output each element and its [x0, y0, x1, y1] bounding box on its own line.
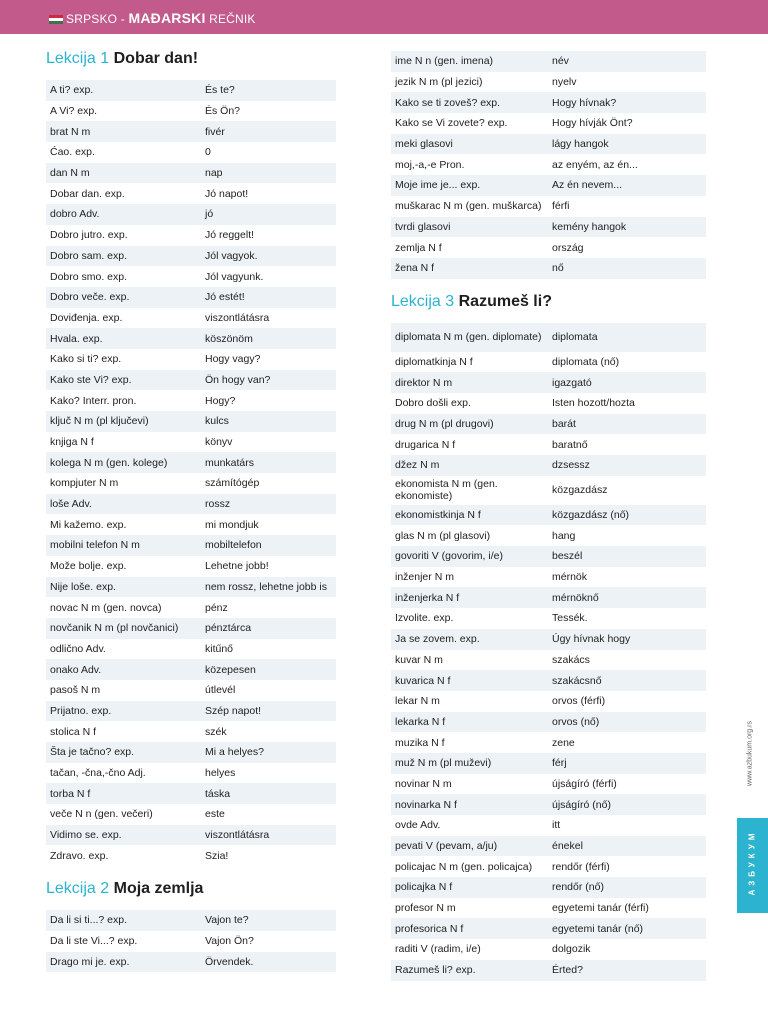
- serbian-term: brat N m: [50, 125, 91, 138]
- vocab-row: [391, 650, 706, 671]
- serbian-term: Kako se Vi zovete? exp.: [395, 117, 508, 130]
- hungarian-term: kulcs: [205, 415, 229, 428]
- hungarian-term: lágy hangok: [552, 138, 609, 151]
- hungarian-term: szakács: [552, 653, 590, 666]
- vocab-row: [46, 204, 336, 225]
- hungarian-term: este: [205, 808, 225, 821]
- hungarian-term: pénz: [205, 601, 228, 614]
- vocab-row: [46, 246, 336, 267]
- serbian-term: kolega N m (gen. kolege): [50, 456, 168, 469]
- serbian-term: policajac N m (gen. policajca): [395, 860, 533, 873]
- hungarian-term: diplomata (nő): [552, 355, 620, 368]
- hungarian-term: közepesen: [205, 663, 256, 676]
- vocab-row: [391, 113, 706, 134]
- vocab-row: [391, 608, 706, 629]
- vocab-row: [46, 225, 336, 246]
- hungarian-term: táska: [205, 787, 231, 800]
- hungarian-term: hang: [552, 529, 576, 542]
- hungarian-term: dzsessz: [552, 459, 590, 472]
- hungarian-term: útlevél: [205, 684, 236, 697]
- vocab-row: [46, 763, 336, 784]
- hungarian-term: férj: [552, 757, 567, 770]
- vocab-row: [46, 328, 336, 349]
- vocab-row: [46, 80, 336, 101]
- hungarian-term: barát: [552, 417, 576, 430]
- vocab-row: [46, 432, 336, 453]
- header-title: [66, 10, 256, 26]
- hungarian-term: Érted?: [552, 964, 583, 977]
- vocab-row: [391, 258, 706, 279]
- lesson-number: Lekcija 2: [46, 880, 110, 898]
- vocab-row: [391, 753, 706, 774]
- hungarian-term: mi mondjuk: [205, 518, 259, 531]
- vocab-row: [46, 287, 336, 308]
- vocab-row: [46, 514, 336, 535]
- vocab-list-lesson1: [46, 80, 336, 866]
- serbian-term: tačan, -čna,-čno Adj.: [50, 767, 146, 780]
- serbian-term: glas N m (pl glasovi): [395, 529, 491, 542]
- serbian-term: muzika N f: [395, 736, 445, 749]
- section-title-lesson1: [46, 46, 336, 80]
- vocab-row: [391, 960, 706, 981]
- vocab-row: [46, 783, 336, 804]
- hungarian-term: diplomata: [552, 331, 598, 344]
- vocab-row: [46, 473, 336, 494]
- vocab-list-lesson3: [391, 323, 706, 981]
- side-url: [740, 720, 754, 800]
- hungarian-term: nő: [552, 262, 564, 275]
- hungarian-term: orvos (nő): [552, 715, 600, 728]
- vocab-row: [46, 101, 336, 122]
- serbian-term: A Vi? exp.: [50, 105, 98, 118]
- hungarian-term: közgazdász: [552, 484, 608, 497]
- vocab-row: [46, 721, 336, 742]
- serbian-term: drug N m (pl drugovi): [395, 417, 494, 430]
- serbian-term: Moje ime je... exp.: [395, 179, 481, 192]
- serbian-term: inženjerka N f: [395, 591, 460, 604]
- serbian-term: Kako si ti? exp.: [50, 353, 122, 366]
- vocab-row: [391, 352, 706, 373]
- vocab-row: [391, 546, 706, 567]
- serbian-term: novinarka N f: [395, 798, 457, 811]
- side-brand-tab: [737, 818, 768, 913]
- vocab-row: [391, 877, 706, 898]
- serbian-term: dobro Adv.: [50, 208, 100, 221]
- hungarian-term: jó: [205, 208, 214, 221]
- vocab-row: [391, 918, 706, 939]
- hungarian-term: énekel: [552, 840, 583, 853]
- hungarian-term: viszontlátásra: [205, 829, 270, 842]
- vocab-row: [391, 372, 706, 393]
- serbian-term: govoriti V (govorim, i/e): [395, 550, 503, 563]
- hungarian-term: Vajon Ön?: [205, 935, 254, 948]
- serbian-term: ključ N m (pl ključevi): [50, 415, 149, 428]
- vocab-row: [391, 72, 706, 93]
- section-title-lesson2: [46, 876, 336, 910]
- hungarian-term: rendőr (férfi): [552, 860, 610, 873]
- hungarian-term: Hogy hívják Önt?: [552, 117, 633, 130]
- serbian-term: dan N m: [50, 167, 90, 180]
- hungarian-term: ország: [552, 241, 584, 254]
- vocab-row: [46, 618, 336, 639]
- serbian-term: Može bolje. exp.: [50, 560, 127, 573]
- vocab-row: [46, 639, 336, 660]
- vocab-row: [391, 670, 706, 691]
- vocab-row: [391, 939, 706, 960]
- vocab-row: [46, 701, 336, 722]
- vocab-row: [46, 390, 336, 411]
- hungarian-term: mérnöknő: [552, 591, 599, 604]
- serbian-term: Prijatno. exp.: [50, 704, 112, 717]
- serbian-term: žena N f: [395, 262, 435, 275]
- serbian-term: ovde Adv.: [395, 819, 441, 832]
- vocab-row: [391, 455, 706, 476]
- vocab-row: [46, 910, 336, 931]
- serbian-term: Dobro smo. exp.: [50, 270, 128, 283]
- hungarian-term: szék: [205, 725, 227, 738]
- hungarian-term: egyetemi tanár (férfi): [552, 902, 649, 915]
- vocab-row: [46, 494, 336, 515]
- hungarian-term: rossz: [205, 498, 231, 511]
- serbian-term: Vidimo se. exp.: [50, 829, 122, 842]
- serbian-term: Dobro jutro. exp.: [50, 229, 128, 242]
- hungarian-term: Jól vagyunk.: [205, 270, 264, 283]
- vocab-row: [391, 393, 706, 414]
- serbian-term: knjiga N f: [50, 436, 94, 449]
- hungarian-term: fivér: [205, 125, 225, 138]
- serbian-term: diplomata N m (gen. diplomate): [395, 331, 542, 344]
- hungarian-term: És te?: [205, 84, 235, 97]
- serbian-term: Izvolite. exp.: [395, 612, 454, 625]
- hungarian-term: Vajon te?: [205, 914, 249, 927]
- hungarian-term: Jól vagyok.: [205, 249, 258, 262]
- hungarian-term: dolgozik: [552, 943, 591, 956]
- hungarian-term: Szia!: [205, 849, 229, 862]
- vocab-row: [391, 476, 706, 505]
- vocab-row: [46, 142, 336, 163]
- vocab-row: [391, 92, 706, 113]
- lesson-name: Dobar dan!: [113, 50, 199, 67]
- hungarian-term: Jó estét!: [205, 291, 245, 304]
- hungarian-term: Mi a helyes?: [205, 746, 264, 759]
- hungarian-term: név: [552, 55, 569, 68]
- left-column: [46, 46, 336, 972]
- hungarian-term: könyv: [205, 436, 233, 449]
- serbian-term: Da li ste Vi...? exp.: [50, 935, 138, 948]
- lesson-number: Lekcija 3: [391, 292, 455, 310]
- hungarian-term: férfi: [552, 200, 570, 213]
- hungarian-term: köszönöm: [205, 332, 253, 345]
- header-dict: REČNIK: [209, 12, 256, 26]
- vocab-list-lesson2: [46, 910, 336, 972]
- hungarian-term: nap: [205, 167, 223, 180]
- serbian-term: mobilni telefon N m: [50, 539, 140, 552]
- serbian-term: Hvala. exp.: [50, 332, 103, 345]
- vocab-row: [46, 597, 336, 618]
- hungarian-term: Isten hozott/hozta: [552, 397, 635, 410]
- serbian-term: Zdravo. exp.: [50, 849, 109, 862]
- hungarian-term: És Ön?: [205, 105, 241, 118]
- vocab-row: [46, 680, 336, 701]
- vocab-row: [391, 217, 706, 238]
- serbian-term: Drago mi je. exp.: [50, 955, 130, 968]
- vocab-row: [46, 845, 336, 866]
- serbian-term: meki glasovi: [395, 138, 453, 151]
- serbian-term: lekarka N f: [395, 715, 446, 728]
- hungarian-term: zene: [552, 736, 575, 749]
- lesson-name: Moja zemlja: [113, 880, 204, 898]
- header-lang-from: SRPSKO -: [66, 12, 125, 26]
- hungarian-term: szakácsnő: [552, 674, 602, 687]
- serbian-term: kompjuter N m: [50, 477, 119, 490]
- serbian-term: Nije loše. exp.: [50, 580, 116, 593]
- vocab-row: [46, 556, 336, 577]
- vocab-row: [46, 452, 336, 473]
- vocab-row: [391, 175, 706, 196]
- hungarian-term: az enyém, az én...: [552, 158, 638, 171]
- serbian-term: zemlja N f: [395, 241, 442, 254]
- hungarian-term: mobiltelefon: [205, 539, 262, 552]
- serbian-term: moj,-a,-e Pron.: [395, 158, 465, 171]
- serbian-term: Kako se ti zoveš? exp.: [395, 96, 501, 109]
- hungarian-term: pénztárca: [205, 622, 252, 635]
- hungarian-term: orvos (férfi): [552, 695, 606, 708]
- vocab-row: [46, 742, 336, 763]
- page-header: [0, 0, 768, 34]
- hungarian-term: beszél: [552, 550, 583, 563]
- vocab-row: [391, 898, 706, 919]
- hungarian-term: újságíró (férfi): [552, 777, 617, 790]
- serbian-term: profesor N m: [395, 902, 456, 915]
- vocab-row: [46, 183, 336, 204]
- hungarian-term: Ön hogy van?: [205, 373, 271, 386]
- hungarian-term: újságíró (nő): [552, 798, 611, 811]
- vocab-row: [46, 825, 336, 846]
- lesson-name: Razumeš li?: [458, 292, 552, 310]
- serbian-term: Šta je tačno? exp.: [50, 746, 135, 759]
- hungarian-term: Az én nevem...: [552, 179, 623, 192]
- vocab-row: [391, 525, 706, 546]
- serbian-term: Dobar dan. exp.: [50, 187, 125, 200]
- vocab-row: [391, 567, 706, 588]
- vocab-row: [46, 266, 336, 287]
- serbian-term: diplomatkinja N f: [395, 355, 473, 368]
- hungarian-term: munkatárs: [205, 456, 255, 469]
- vocab-row: [391, 237, 706, 258]
- serbian-term: Dobro veče. exp.: [50, 291, 130, 304]
- hungarian-term: nyelv: [552, 76, 577, 89]
- vocab-row: [46, 577, 336, 598]
- hungarian-term: egyetemi tanár (nő): [552, 922, 644, 935]
- vocab-row: [391, 691, 706, 712]
- serbian-term: loše Adv.: [50, 498, 92, 511]
- hungarian-term: Jó napot!: [205, 187, 249, 200]
- hungarian-term: Örvendek.: [205, 955, 254, 968]
- hungarian-term: baratnő: [552, 438, 588, 451]
- hungarian-term: Tessék.: [552, 612, 588, 625]
- vocab-row: [46, 931, 336, 952]
- vocab-row: [391, 196, 706, 217]
- serbian-term: policajka N f: [395, 881, 453, 894]
- vocab-row: [391, 815, 706, 836]
- serbian-term: lekar N m: [395, 695, 440, 708]
- section-title-lesson3: [391, 289, 706, 323]
- vocab-row: [46, 659, 336, 680]
- serbian-term: torba N f: [50, 787, 91, 800]
- serbian-term: Ćao. exp.: [50, 146, 95, 159]
- serbian-term: Kako ste Vi? exp.: [50, 373, 132, 386]
- vocab-row: [391, 712, 706, 733]
- serbian-term: Kako? Interr. pron.: [50, 394, 137, 407]
- vocab-row: [46, 535, 336, 556]
- vocab-row: [391, 414, 706, 435]
- serbian-term: ime N n (gen. imena): [395, 55, 494, 68]
- vocab-row: [46, 411, 336, 432]
- serbian-term: novac N m (gen. novca): [50, 601, 162, 614]
- serbian-term: muž N m (pl muževi): [395, 757, 492, 770]
- serbian-term: direktor N m: [395, 376, 453, 389]
- vocab-row: [46, 349, 336, 370]
- serbian-term: tvrdi glasovi: [395, 220, 451, 233]
- right-column: [391, 51, 706, 981]
- hungarian-term: helyes: [205, 767, 236, 780]
- vocab-row: [391, 154, 706, 175]
- hungarian-term: kemény hangok: [552, 220, 627, 233]
- hungarian-term: viszontlátásra: [205, 311, 270, 324]
- hungary-flag-icon: [49, 15, 63, 24]
- serbian-term: stolica N f: [50, 725, 97, 738]
- serbian-term: Ja se zovem. exp.: [395, 633, 480, 646]
- serbian-term: A ti? exp.: [50, 84, 94, 97]
- hungarian-term: Úgy hívnak hogy: [552, 633, 631, 646]
- vocab-row: [391, 732, 706, 753]
- vocab-row: [391, 836, 706, 857]
- hungarian-term: Hogy vagy?: [205, 353, 261, 366]
- serbian-term: novčanik N m (pl novčanici): [50, 622, 179, 635]
- hungarian-term: nem rossz, lehetne jobb is: [205, 580, 327, 593]
- serbian-term: ekonomistkinja N f: [395, 509, 481, 522]
- serbian-term: Da li si ti...? exp.: [50, 914, 128, 927]
- serbian-term: muškarac N m (gen. muškarca): [395, 200, 542, 213]
- vocab-row: [391, 794, 706, 815]
- serbian-term: ekonomista N m (gen. ekonomiste): [395, 478, 498, 503]
- hungarian-term: 0: [205, 146, 211, 159]
- vocab-row: [46, 121, 336, 142]
- vocab-row: [46, 370, 336, 391]
- lesson-number: Lekcija 1: [46, 50, 110, 67]
- serbian-term: Doviđenja. exp.: [50, 311, 123, 324]
- hungarian-term: kitűnő: [205, 642, 234, 655]
- vocab-list-lesson2-continued: [391, 51, 706, 279]
- serbian-term: pevati V (pevam, a/ju): [395, 840, 498, 853]
- serbian-term: inženjer N m: [395, 571, 454, 584]
- hungarian-term: itt: [552, 819, 561, 832]
- serbian-term: Dobro sam. exp.: [50, 249, 128, 262]
- serbian-term: novinar N m: [395, 777, 452, 790]
- vocab-row: [391, 629, 706, 650]
- vocab-row: [391, 434, 706, 455]
- serbian-term: onako Adv.: [50, 663, 102, 676]
- serbian-term: Dobro došli exp.: [395, 397, 471, 410]
- serbian-term: kuvar N m: [395, 653, 443, 666]
- vocab-row: [391, 51, 706, 72]
- hungarian-term: közgazdász (nő): [552, 509, 630, 522]
- serbian-term: profesorica N f: [395, 922, 464, 935]
- vocab-row: [46, 804, 336, 825]
- brand-label: АЗБУКУМ: [747, 829, 757, 896]
- vocab-row: [46, 952, 336, 973]
- header-lang-to: MAĐARSKI: [128, 10, 206, 26]
- vocab-row: [391, 856, 706, 877]
- hungarian-term: Lehetne jobb!: [205, 560, 269, 573]
- hungarian-term: rendőr (nő): [552, 881, 604, 894]
- vocab-row: [391, 774, 706, 795]
- vocab-row: [391, 505, 706, 526]
- serbian-term: Razumeš li? exp.: [395, 964, 476, 977]
- hungarian-term: Jó reggelt!: [205, 229, 255, 242]
- serbian-term: drugarica N f: [395, 438, 456, 451]
- vocab-row: [46, 308, 336, 329]
- hungarian-term: igazgató: [552, 376, 592, 389]
- vocab-row: [391, 134, 706, 155]
- hungarian-term: Szép napot!: [205, 704, 262, 717]
- serbian-term: džez N m: [395, 459, 440, 472]
- serbian-term: odlično Adv.: [50, 642, 106, 655]
- hungarian-term: mérnök: [552, 571, 588, 584]
- serbian-term: Mi kažemo. exp.: [50, 518, 127, 531]
- hungarian-term: számítógép: [205, 477, 260, 490]
- serbian-term: pasoš N m: [50, 684, 101, 697]
- hungarian-term: Hogy hívnak?: [552, 96, 617, 109]
- serbian-term: veče N n (gen. večeri): [50, 808, 153, 821]
- website-url: www.azbukum.org.rs: [746, 721, 754, 786]
- serbian-term: raditi V (radim, i/e): [395, 943, 481, 956]
- vocab-row: [46, 163, 336, 184]
- serbian-term: jezik N m (pl jezici): [395, 76, 483, 89]
- serbian-term: kuvarica N f: [395, 674, 451, 687]
- hungarian-term: Hogy?: [205, 394, 236, 407]
- vocab-row: [391, 587, 706, 608]
- vocab-row: [391, 323, 706, 352]
